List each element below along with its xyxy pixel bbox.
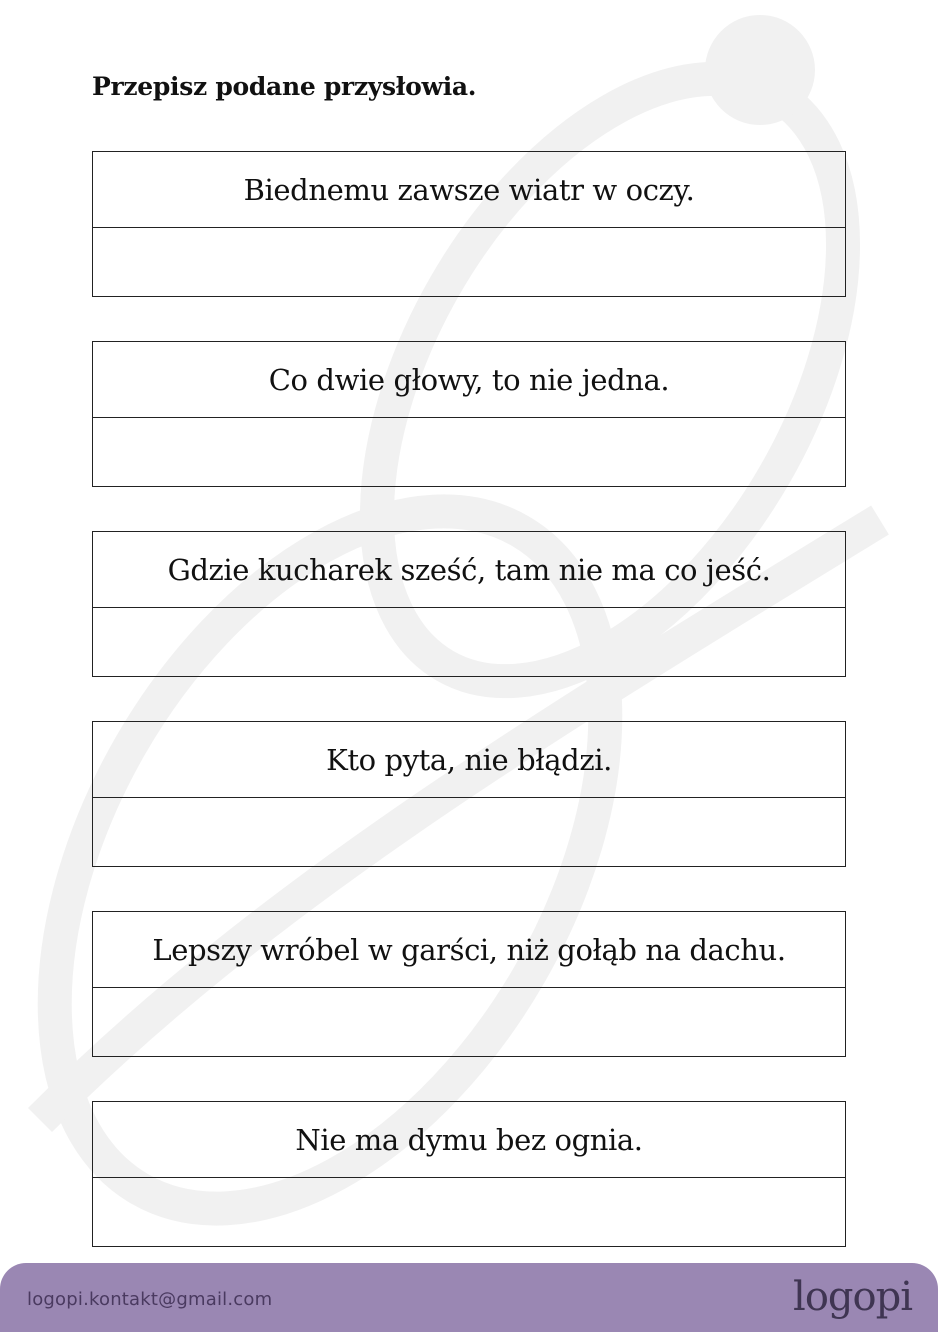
exercise-box — [92, 341, 846, 487]
exercise-box — [92, 1101, 846, 1247]
answer-field[interactable] — [93, 988, 845, 1056]
instruction-heading: Przepisz podane przysłowia. — [92, 72, 477, 101]
answer-field[interactable] — [93, 418, 845, 486]
proverb-text: Biednemu zawsze wiatr w oczy. — [93, 152, 845, 228]
exercise-box — [92, 531, 846, 677]
answer-field[interactable] — [93, 228, 845, 296]
proverb-text: Gdzie kucharek sześć, tam nie ma co jeść. — [93, 532, 845, 608]
exercise-box — [92, 911, 846, 1057]
answer-field[interactable] — [93, 608, 845, 676]
answer-field[interactable] — [93, 798, 845, 866]
proverb-text: Lepszy wróbel w garści, niż gołąb na dachu. — [93, 912, 845, 988]
proverb-text: Kto pyta, nie błądzi. — [93, 722, 845, 798]
footer-email: logopi.kontakt@gmail.com — [27, 1289, 273, 1310]
exercise-box — [92, 151, 846, 297]
answer-field[interactable] — [93, 1178, 845, 1246]
proverb-text: Nie ma dymu bez ognia. — [93, 1102, 845, 1178]
logopi-logo: logopi — [793, 1274, 912, 1320]
proverb-text: Co dwie głowy, to nie jedna. — [93, 342, 845, 418]
exercise-box — [92, 721, 846, 867]
footer-bar — [0, 1263, 938, 1332]
